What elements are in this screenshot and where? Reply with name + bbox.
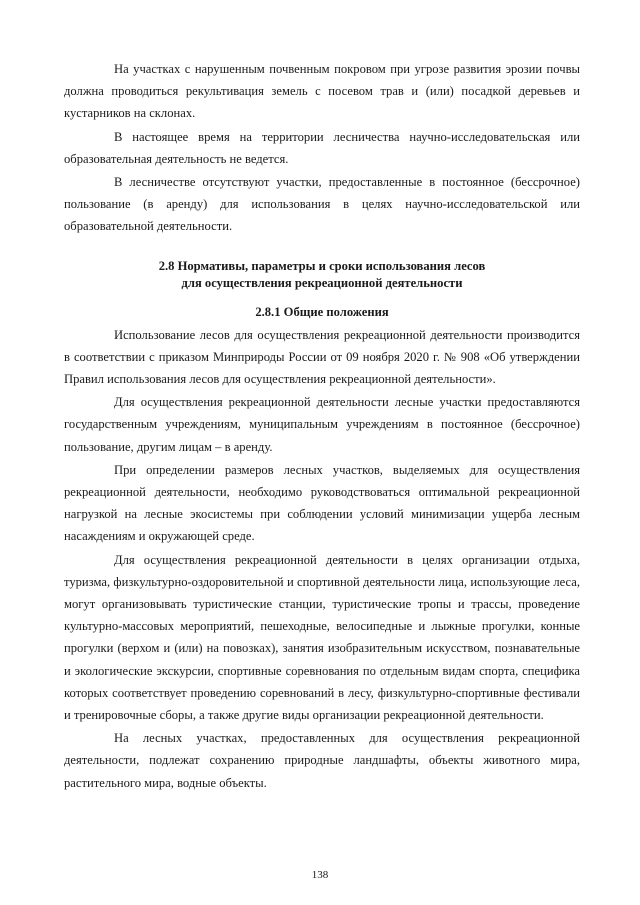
document-page <box>64 58 580 794</box>
paragraph-no-research-plots: В лесничестве отсутствуют участки, предоставленные в постоянное (бессрочное) пользование (в аренду) для использования в целях научно-исследовательской или образовательной деятельности. <box>64 175 580 234</box>
page-number: 138 <box>311 869 329 881</box>
section-title-line-1: 2.8 Нормативы, параметры и сроки использования лесов <box>158 258 486 273</box>
paragraph-research-activity-status: В настоящее время на территории лесничества научно-исследовательская или образовательная деятельность не ведется. <box>64 129 580 166</box>
subsection-title: 2.8.1 Общие положения <box>255 304 389 319</box>
section-title-line-2: для осуществления рекреационной деятельности <box>181 275 463 290</box>
paragraph-erosion-recultivation: На участках с нарушенным почвенным покровом при угрозе развития эрозии почвы должна проводиться рекультивация земель с посевом трав и (или) посадкой деревьев и кустарников на склонах. <box>64 62 580 121</box>
paragraph-landscape-preservation: На лесных участках, предоставленных для осуществления рекреационной деятельности, подлежат сохранению природные ландшафты, объекты животного мира, растительного мира, водные объекты. <box>64 731 580 790</box>
paragraph-plot-provision: Для осуществления рекреационной деятельности лесные участки предоставляются государственным учреждениям, муниципальным учреждениям в постоянное (бессрочное) пользование, другим лицам – в аренду. <box>64 395 580 454</box>
paragraph-legal-basis: Использование лесов для осуществления рекреационной деятельности производится в соответствии с приказом Минприроды России от 09 ноября 2020 г. № 908 «Об утверждении Правил использования лесов для осуществления рекреационной деятельности». <box>64 327 580 387</box>
paragraph-plot-sizing: При определении размеров лесных участков, выделяемых для осуществления рекреационной деятельности, необходимо руководствоваться оптимальной рекреационной нагрузкой на лесные экосистемы при соблюдении условий минимизации ущерба лесным насаждениям и окружающей среде. <box>64 462 580 544</box>
section-heading <box>64 258 580 292</box>
paragraph-recreation-activities: Для осуществления рекреационной деятельности в целях организации отдыха, туризма, физкультурно-оздоровительной и спортивной деятельности лица, использующие леса, могут организовывать туристические станции, туристические тропы и трассы, проведение культурно-массовых мероприятий, пешеходные, велосипедные и лыжные прогулки, конные прогулки (верхом и (или) на повозках), занятия изобразительным искусством, познавательные и экологические экскурсии, спортивные соревнования по отдельным видам спорта, специфика которых соответствует проведению соревнований в лесу, физкультурно-спортивные фестивали и тренировочные сборы, а также другие виды организации рекреационной деятельности. <box>64 552 580 723</box>
